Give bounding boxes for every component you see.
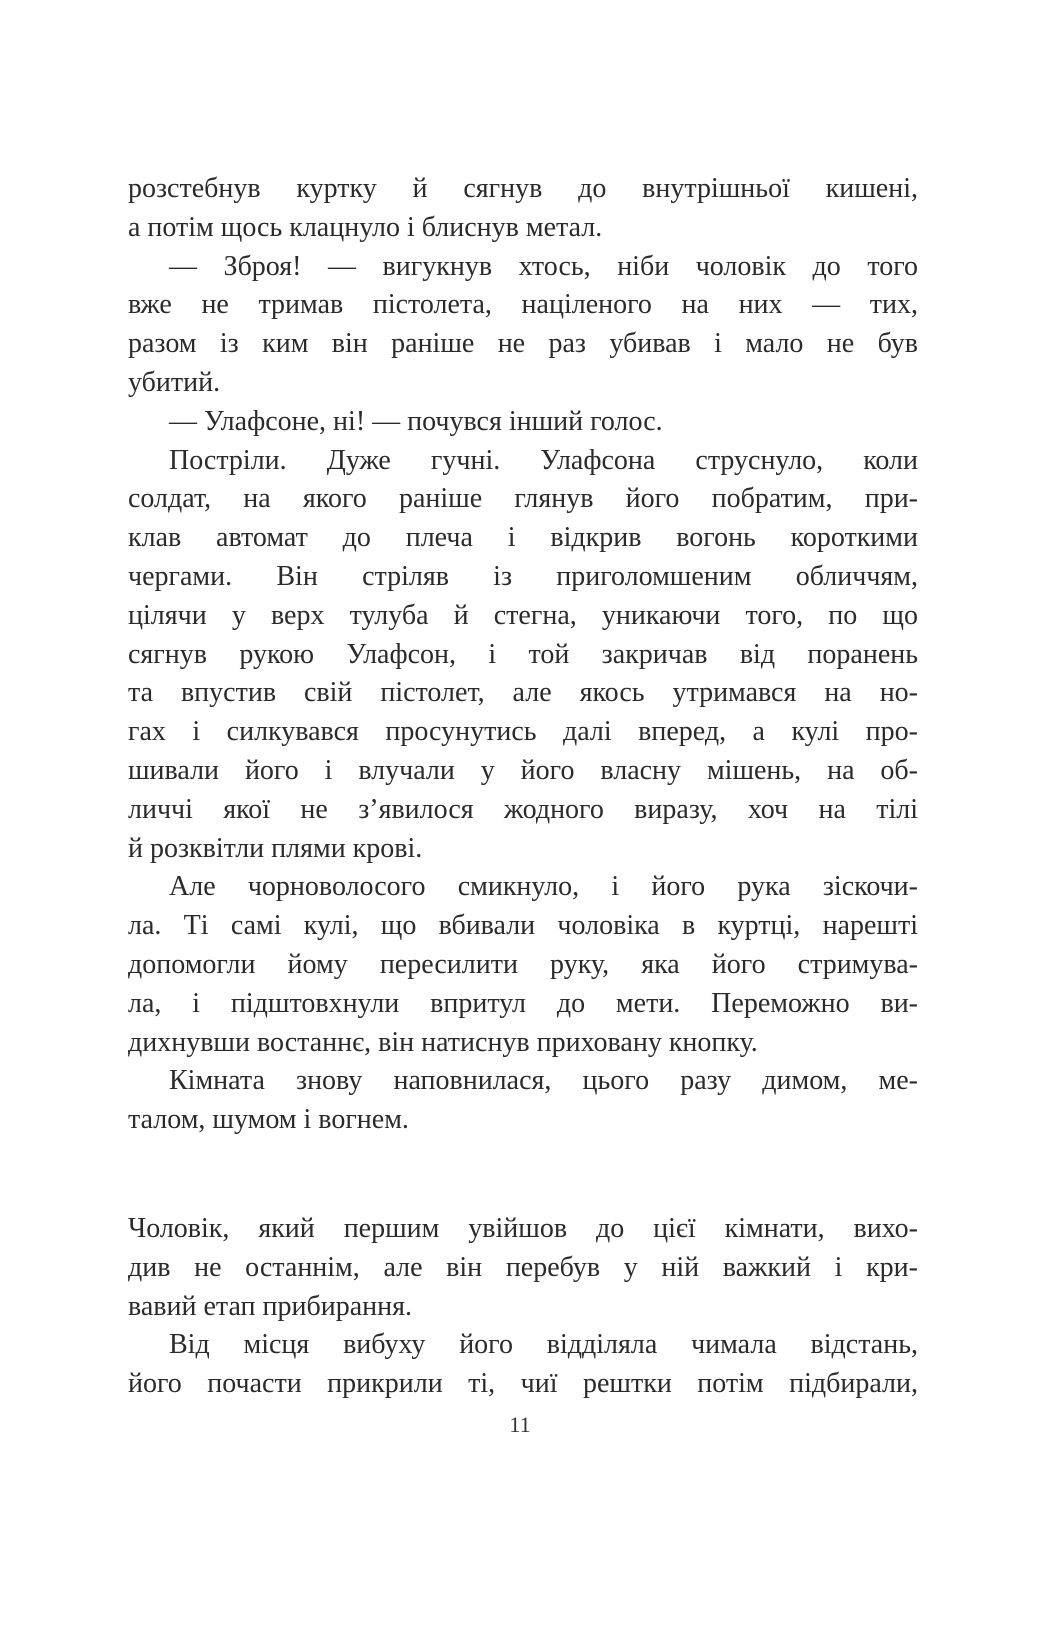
paragraph xyxy=(128,1210,918,1326)
text-line: а потім щось клацнуло і блиснув метал. xyxy=(128,211,603,243)
text-line: вже не тримав пістолета, націленого на них — тих, xyxy=(128,289,918,321)
text-block xyxy=(128,170,918,1404)
paragraph xyxy=(128,170,918,248)
text-line: його почасти прикрили ті, чиї рештки потім підбирали, xyxy=(128,1368,918,1400)
text-line: Від місця вибуху його відділяла чимала відстань, xyxy=(169,1329,918,1361)
paragraph xyxy=(128,403,918,442)
text-line: Кімната знову наповнилася, цього разу димом, ме- xyxy=(169,1065,918,1097)
text-line: личчі якої не з’явилося жодного виразу, хоч на тілі xyxy=(128,793,918,825)
text-line: — Зброя! — вигукнув хтось, ніби чоловік до того xyxy=(169,250,918,282)
text-line: гах і силкувався просунутись далі вперед, а кулі про- xyxy=(128,716,918,748)
text-line: солдат, на якого раніше глянув його побратим, при- xyxy=(128,483,918,515)
text-line: розстебнув куртку й сягнув до внутрішньої кишені, xyxy=(128,173,918,204)
text-line: шивали його і влучали у його власну мішень, на об- xyxy=(128,754,918,786)
text-line: Але чорноволосого смикнуло, і його рука зіскочи- xyxy=(169,871,918,903)
text-line: й розквітли плями крові. xyxy=(128,832,423,864)
text-line: Постріли. Дуже гучні. Улафсона струснуло, коли xyxy=(169,444,918,476)
text-line: ла, і підштовхнули впритул до мети. Переможно ви- xyxy=(128,987,918,1019)
text-line: убитий. xyxy=(128,366,221,398)
text-line: допомогли йому пересилити руку, яка його стримува- xyxy=(128,948,918,980)
text-line: Чоловік, який першим увійшов до цієї кімнати, вихо- xyxy=(128,1212,918,1244)
text-line: вавий етап прибирання. xyxy=(128,1290,412,1322)
paragraph xyxy=(128,1062,918,1140)
text-line: — Улафсоне, ні! — почувся інший голос. xyxy=(169,405,663,437)
text-line: сягнув рукою Улафсон, і той закричав від поранень xyxy=(128,638,918,670)
text-line: див не останнім, але він перебув у ній важкий і кри- xyxy=(128,1251,918,1283)
text-line: цілячи у верх тулуба й стегна, уникаючи того, по що xyxy=(128,599,918,631)
page-number: 11 xyxy=(509,1412,531,1437)
text-line: ла. Ті самі кулі, що вбивали чоловіка в куртці, нарешті xyxy=(128,910,918,942)
text-line: та впустив свій пістолет, але якось утримався на но- xyxy=(128,677,918,709)
text-line: клав автомат до плеча і відкрив вогонь короткими xyxy=(128,522,918,554)
text-line: чергами. Він стріляв із приголомшеним обличчям, xyxy=(128,560,918,592)
text-line: разом із ким він раніше не раз убивав і мало не був xyxy=(128,328,918,360)
paragraph xyxy=(128,868,918,1062)
paragraph xyxy=(128,248,918,403)
text-line: талом, шумом і вогнем. xyxy=(128,1104,409,1136)
paragraph xyxy=(128,1326,918,1404)
paragraph xyxy=(128,442,918,869)
text-line: дихнувши востаннє, він натиснув приховану кнопку. xyxy=(128,1026,758,1058)
